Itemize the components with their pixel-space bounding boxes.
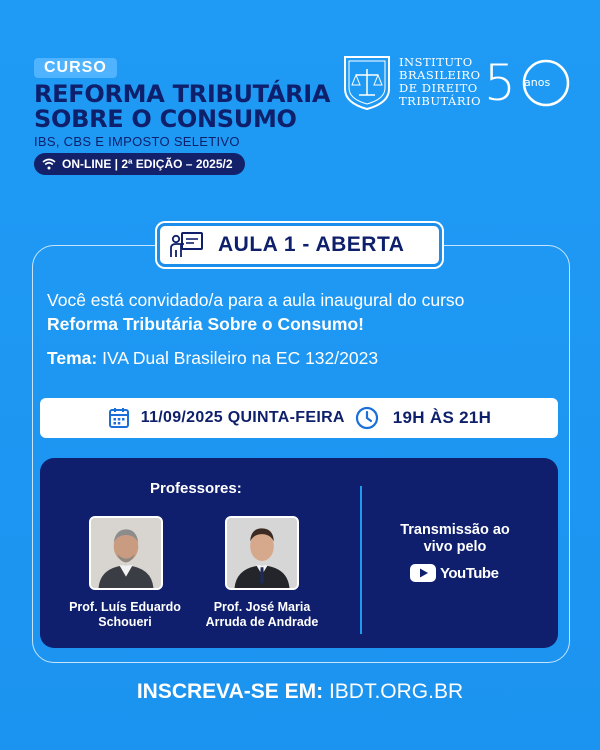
- youtube-logo: [410, 564, 498, 582]
- aula-label: AULA 1 - ABERTA: [218, 233, 405, 256]
- curso-badge: CURSO: [34, 58, 117, 78]
- broadcast-line1: Transmissão ao: [400, 522, 510, 538]
- course-subtitle: IBS, CBS E IMPOSTO SELETIVO: [34, 134, 240, 149]
- vertical-divider: [360, 486, 362, 634]
- invite-line: Você está convidado/a para a aula inaugural do curso: [47, 290, 465, 310]
- anniversary-badge: [484, 52, 574, 112]
- edition-pill: [34, 153, 245, 175]
- broadcast-line2: vivo pelo: [423, 539, 487, 555]
- youtube-icon: [410, 564, 436, 582]
- institute-name-line2: BRASILEIRO: [399, 68, 481, 82]
- institute-name-line4: TRIBUTÁRIO: [399, 94, 481, 108]
- anniversary-label: anos: [524, 76, 551, 89]
- event-date: 11/09/2025 QUINTA-FEIRA: [140, 409, 345, 426]
- professor-portrait-1: [91, 518, 161, 588]
- wifi-icon: [42, 158, 56, 170]
- signup-footer: [0, 680, 600, 704]
- invite-course-name: Reforma Tributária Sobre o Consumo!: [47, 314, 364, 334]
- event-time: 19H ÀS 21H: [392, 408, 492, 427]
- professor-photo-2: [225, 516, 299, 590]
- teacher-board-icon: [170, 231, 204, 259]
- tema-line: [47, 348, 378, 369]
- aula-tab: [157, 223, 442, 267]
- youtube-label: YouTube: [440, 564, 499, 582]
- schedule-bar: [40, 398, 558, 438]
- course-title-line2: SOBRE O CONSUMO: [34, 105, 297, 133]
- signup-label: INSCREVA-SE EM:: [136, 680, 324, 703]
- tema-value: IVA Dual Brasileiro na EC 132/2023: [97, 348, 379, 368]
- clock-icon: [355, 406, 379, 430]
- professor-photo-1: [89, 516, 163, 590]
- professor-portrait-2: [227, 518, 297, 588]
- institute-name-line1: INSTITUTO: [399, 55, 473, 69]
- professor-name-2-line2: Arruda de Andrade: [205, 615, 319, 629]
- professors-box: [40, 458, 558, 648]
- professor-name-1: [60, 600, 190, 630]
- professor-name-2-line1: Prof. José Maria: [213, 600, 311, 614]
- course-title-line1: REFORMA TRIBUTÁRIA: [34, 80, 331, 108]
- professor-name-2: [197, 600, 327, 630]
- institute-crest-icon: [343, 55, 391, 111]
- course-title: [34, 82, 330, 132]
- institute-name: [399, 56, 481, 108]
- tema-label: Tema:: [47, 348, 98, 368]
- institute-name-line3: DE DIREITO: [399, 81, 478, 95]
- svg-text:5: 5: [484, 54, 516, 112]
- broadcast-text: [380, 522, 530, 556]
- professor-name-1-line2: Schoueri: [98, 615, 152, 629]
- professor-name-1-line1: Prof. Luís Eduardo: [69, 600, 181, 614]
- professors-heading: Professores:: [150, 480, 242, 497]
- calendar-icon: [107, 406, 131, 430]
- invite-text: [47, 288, 567, 336]
- edition-text: ON-LINE | 2ª EDIÇÃO – 2025/2: [62, 157, 233, 171]
- signup-url[interactable]: IBDT.ORG.BR: [323, 680, 464, 703]
